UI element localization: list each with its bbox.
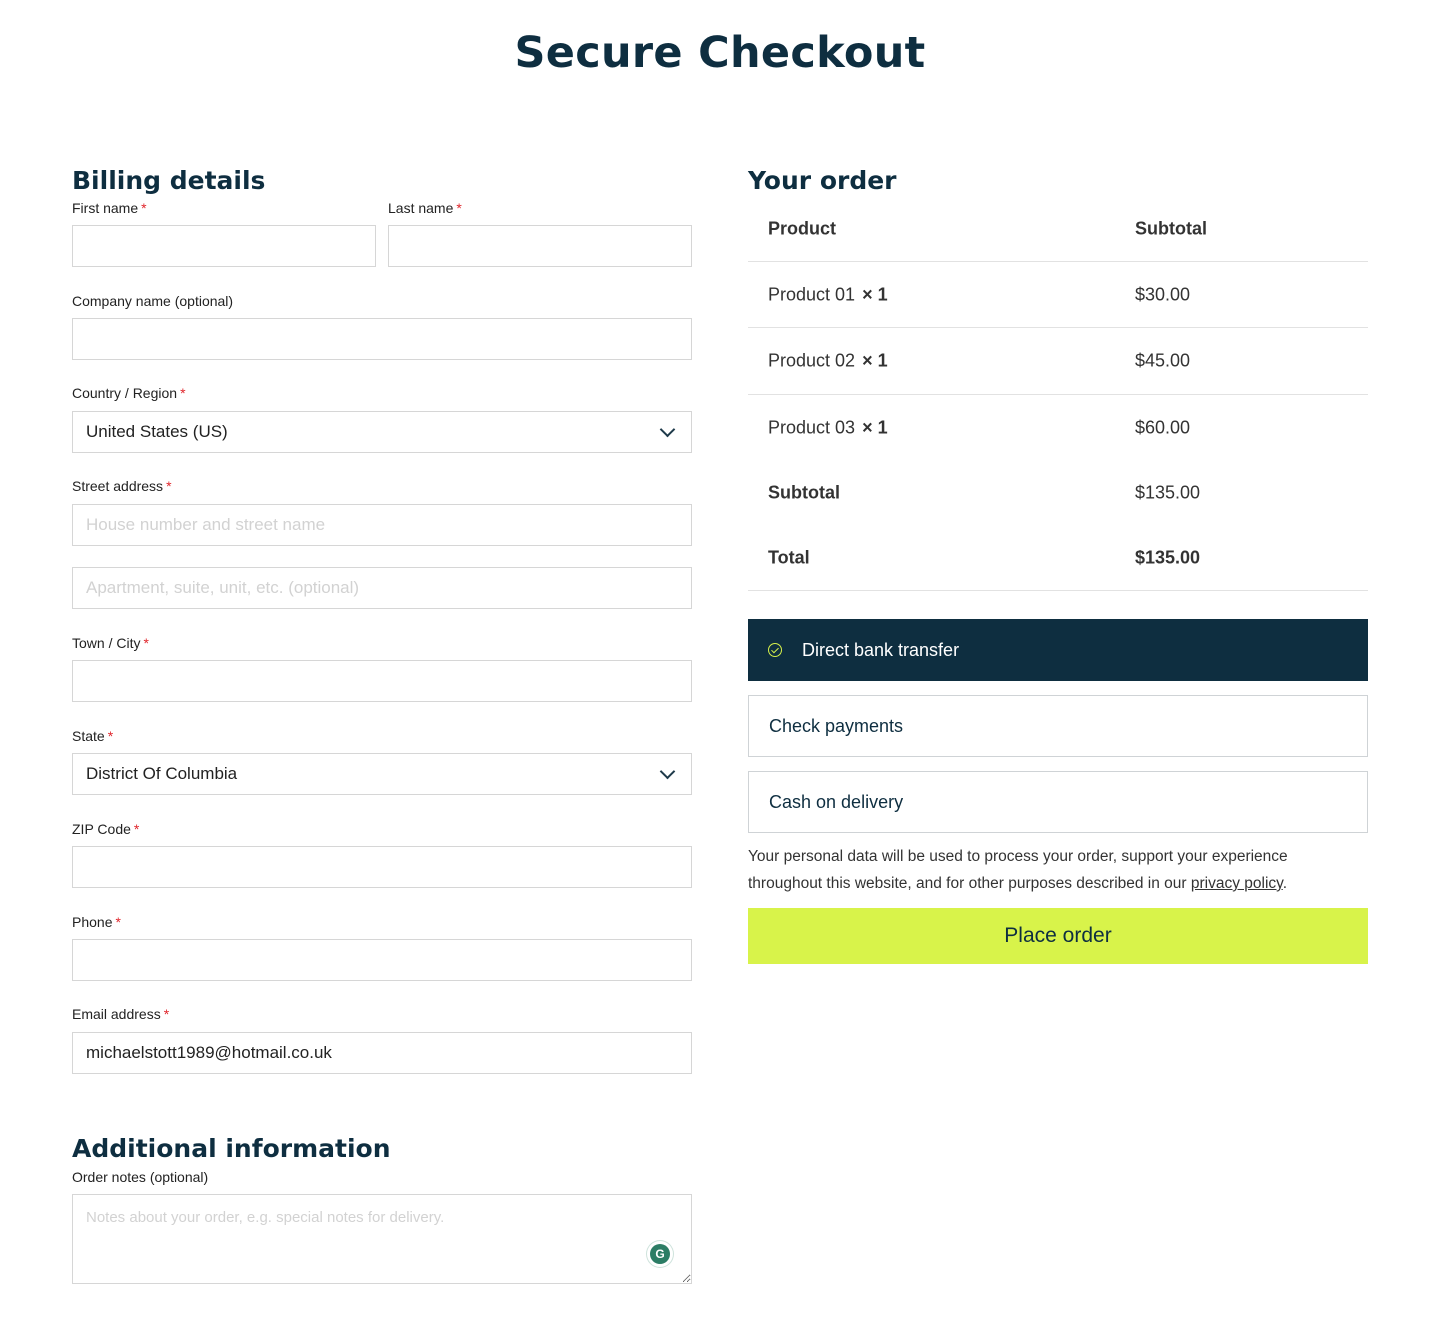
privacy-policy-link[interactable]: privacy policy [1190, 875, 1283, 892]
phone-input[interactable] [72, 939, 692, 981]
zip-input[interactable] [72, 846, 692, 888]
table-row [748, 395, 1368, 460]
street-address-2-input[interactable] [72, 567, 692, 609]
additional-info-heading: Additional information [72, 1134, 391, 1163]
table-row [748, 328, 1368, 395]
place-order-button[interactable]: Place order [748, 908, 1368, 964]
street-address-input[interactable] [72, 504, 692, 546]
product-price: $60.00 [1135, 417, 1191, 437]
email-input[interactable] [72, 1032, 692, 1074]
col-subtotal-header: Subtotal [1135, 218, 1207, 238]
product-name: Product 03 × 1 [768, 417, 888, 437]
order-table-header [748, 196, 1368, 262]
country-label: Country / Region * [72, 385, 186, 401]
first-name-input[interactable] [72, 225, 376, 267]
state-select[interactable] [72, 753, 692, 795]
privacy-notice: Your personal data will be used to process your order, support your experience throughout this website, and for other purposes described in our privacy policy. [748, 848, 1288, 892]
order-notes-label: Order notes (optional) [72, 1169, 209, 1185]
last-name-input[interactable] [388, 225, 692, 267]
page-title: Secure Checkout [514, 28, 926, 78]
state-select-value: District Of Columbia [86, 764, 238, 783]
company-label: Company name (optional) [72, 293, 234, 309]
product-name: Product 02 × 1 [768, 350, 888, 371]
table-row [748, 262, 1368, 328]
street-label: Street address * [72, 478, 172, 494]
payment-option-label: Check payments [769, 715, 904, 736]
subtotal-row [748, 460, 1368, 525]
city-label: Town / City * [72, 635, 149, 651]
check-circle-icon [768, 643, 782, 657]
zip-label: ZIP Code * [72, 821, 140, 837]
subtotal-label: Subtotal [768, 482, 840, 502]
total-row [748, 525, 1368, 591]
total-label: Total [768, 547, 810, 567]
first-name-label: First name * [72, 200, 147, 216]
product-price: $30.00 [1135, 284, 1191, 304]
col-product-header: Product [768, 218, 837, 238]
country-select[interactable] [72, 411, 692, 453]
payment-option-cod[interactable] [748, 771, 1368, 833]
subtotal-value: $135.00 [1135, 482, 1201, 502]
product-price: $45.00 [1135, 350, 1191, 371]
chevron-down-icon [660, 421, 676, 437]
total-value: $135.00 [1135, 547, 1201, 567]
chevron-down-icon [660, 763, 676, 779]
email-label: Email address * [72, 1006, 170, 1022]
payment-option-check[interactable] [748, 695, 1368, 757]
state-label: State * [72, 728, 114, 744]
payment-option-label: Direct bank transfer [802, 639, 960, 660]
product-name: Product 01 × 1 [768, 284, 888, 304]
company-input[interactable] [72, 318, 692, 360]
grammarly-icon[interactable]: G [647, 1241, 673, 1267]
last-name-label: Last name * [388, 200, 462, 216]
payment-option-label: Cash on delivery [769, 791, 904, 812]
billing-heading: Billing details [72, 166, 266, 195]
order-notes-textarea[interactable] [72, 1194, 692, 1284]
payment-option-bank-transfer[interactable] [748, 619, 1368, 681]
phone-label: Phone * [72, 914, 121, 930]
order-heading: Your order [748, 166, 897, 195]
city-input[interactable] [72, 660, 692, 702]
country-select-value: United States (US) [86, 422, 228, 441]
